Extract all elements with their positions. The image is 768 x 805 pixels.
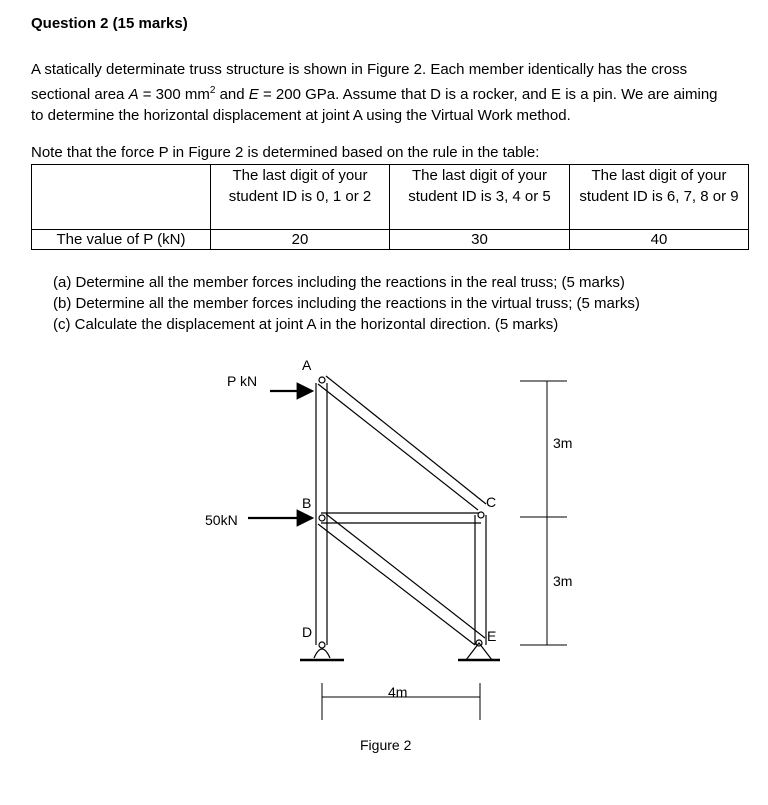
joint-label-d: D — [302, 624, 313, 640]
member-ad — [316, 383, 327, 645]
pin-c — [478, 512, 484, 518]
intro-line-3: to determine the horizontal displacement at joint A using the Virtual Work method. — [31, 107, 571, 124]
table-row-label: The value of P (kN) — [32, 230, 211, 250]
table-value-30: 30 — [390, 230, 570, 250]
table-value-40: 40 — [570, 230, 749, 250]
joint-label-a: A — [302, 357, 312, 373]
pin-d — [319, 642, 325, 648]
part-b: (b) Determine all the member forces including the reactions in the virtual truss; (5 marks) — [53, 295, 640, 312]
joint-label-e: E — [487, 628, 497, 644]
figure-caption: Figure 2 — [360, 737, 412, 753]
member-bc — [321, 513, 481, 523]
member-ac — [318, 376, 486, 510]
intro-line-1: A statically determinate truss structure is shown in Figure 2. Each member identically has the cross — [31, 61, 688, 78]
table-header-3-5: The last digit of your student ID is 3, 4 or 5 — [390, 165, 570, 230]
member-be — [318, 514, 485, 645]
dim-label-upper-3m: 3m — [553, 435, 573, 451]
member-ce — [475, 515, 486, 645]
table-header-6-9: The last digit of your student ID is 6, 7, 8 or 9 — [570, 165, 749, 230]
intro-line-2: sectional area A = 300 $mm^2$ and E = 200 GPa. Assume that D is a rocker, and E is a pin. We are aiming — [31, 85, 718, 103]
question-heading: Question 2 (15 marks) — [31, 15, 188, 32]
part-a: (a) Determine all the member forces including the reactions in the real truss; (5 marks) — [53, 274, 625, 291]
load-label-p: P kN — [227, 373, 258, 389]
table-note: Note that the force P in Figure 2 is determined based on the rule in the table: — [31, 144, 540, 161]
joint-label-b: B — [302, 495, 312, 511]
joint-label-c: C — [486, 494, 497, 510]
pin-b — [319, 515, 325, 521]
dim-label-4m: 4m — [388, 684, 408, 700]
table-header-0-2: The last digit of your student ID is 0, 1 or 2 — [211, 165, 390, 230]
dim-label-lower-3m: 3m — [553, 573, 573, 589]
vertical-dimension — [520, 381, 567, 645]
load-label-50: 50kN — [205, 512, 238, 528]
table-value-20: 20 — [211, 230, 390, 250]
pin-a — [319, 377, 325, 383]
rocker-support-d — [300, 649, 344, 660]
part-c: (c) Calculate the displacement at joint A in the horizontal direction. (5 marks) — [53, 316, 559, 333]
